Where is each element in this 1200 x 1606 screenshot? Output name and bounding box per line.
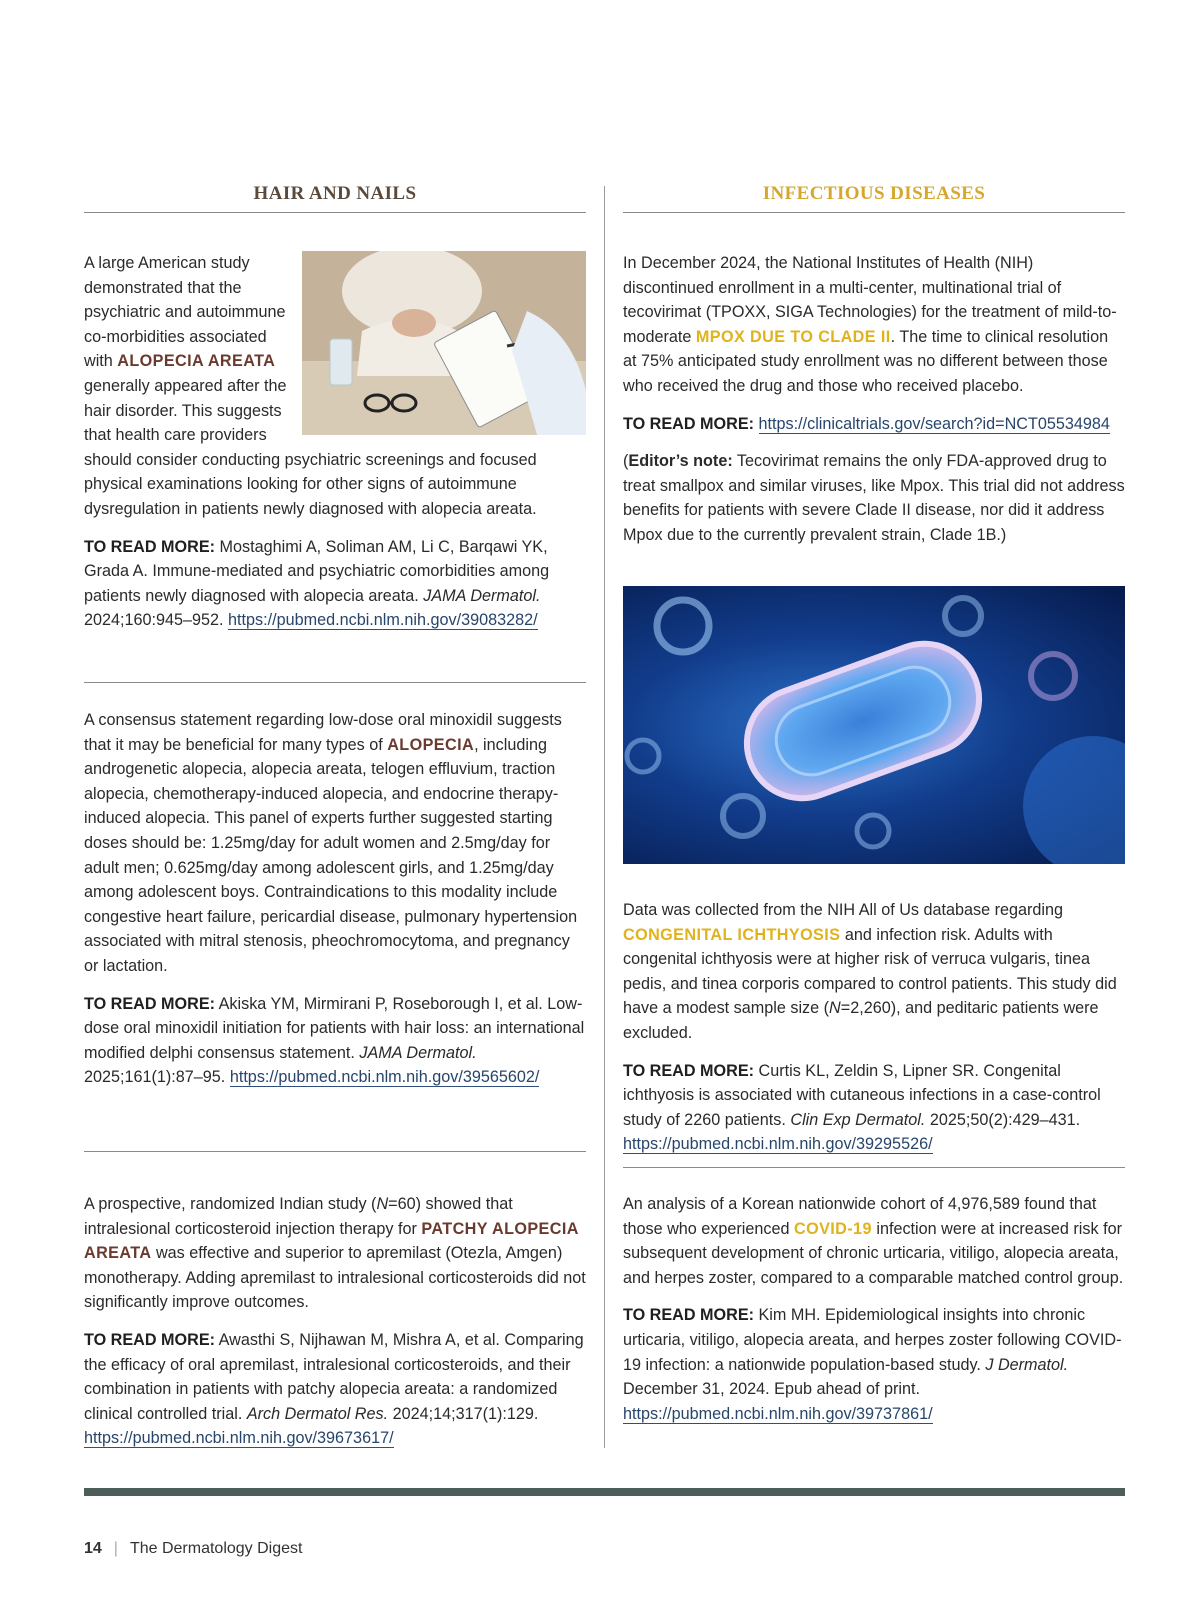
footer-separator: | xyxy=(113,1540,118,1557)
article-mpox-tecovirimat xyxy=(623,251,1125,548)
article-body: In December 2024, the National Institutes of Health (NIH) discontinued enrollment in a multi-center, multinational trial of tecovirimat (TPOXX, SIGA Technologies) for the treatment of mild-to-moderate MPOX DUE TO CLADE II. The time to clinical resolution at 75% anticipated study enrollment was no different between those who received the drug and those who received placebo. xyxy=(623,254,1117,395)
to-read-more-label: TO READ MORE: xyxy=(623,414,755,433)
reference-link[interactable]: https://clinicaltrials.gov/search?id=NCT05534984 xyxy=(758,414,1110,433)
virus-icon xyxy=(623,586,1125,864)
topic-highlight: PATCHY ALOPECIA AREATA xyxy=(84,1219,579,1263)
article-covid-19-skin-risk xyxy=(623,1192,1125,1426)
article-congenital-ichthyosis xyxy=(623,898,1125,1157)
publication-name: The Dermatology Digest xyxy=(129,1540,303,1557)
topic-highlight: MPOX DUE TO CLADE II xyxy=(695,327,891,346)
section-heading-hair-and-nails: HAIR AND NAILS xyxy=(84,180,586,213)
topic-highlight: ALOPECIA AREATA xyxy=(117,352,276,371)
reference-link[interactable]: https://pubmed.ncbi.nlm.nih.gov/39565602/ xyxy=(229,1068,540,1087)
article-body: A consensus statement regarding low-dose oral minoxidil suggests that it may be beneficial for many types of ALOPECIA, including androgenetic alopecia, alopecia areata, telogen effluvium, traction alopecia, chemotherapy-induced alopecia, and endocrine therapy-induced alopecia. This panel of experts further suggested starting doses should be: 1.25mg/day for adult women and 2.5mg/day for adult men; 0.625mg/day among adolescent girls, and 1.25mg/day among adolescent boys. Contraindications to this modality include congestive heart failure, pericardial disease, pulmonary hypertension associated with mitral stenosis, pheochromocytoma, and pregnancy or lactation. xyxy=(84,711,578,975)
to-read-more-label: TO READ MORE: xyxy=(84,1330,216,1349)
article-reference: TO READ MORE: Curtis KL, Zeldin S, Lipner SR. Congenital ichthyosis is associated with cutaneous infections in a case-control study of 2260 patients. Clin Exp Dermatol. 2025;50(2):429–431. https://pubmed.ncbi.nlm.nih.gov/39295526/ xyxy=(623,1061,1101,1154)
article-divider xyxy=(623,1167,1125,1168)
to-read-more-label: TO READ MORE: xyxy=(623,1061,755,1080)
to-read-more-label: TO READ MORE: xyxy=(84,994,216,1013)
reference-link[interactable]: https://pubmed.ncbi.nlm.nih.gov/39083282/ xyxy=(228,611,538,630)
clinic-photo xyxy=(302,251,586,435)
article-divider xyxy=(84,682,586,683)
to-read-more-label: TO READ MORE: xyxy=(84,537,216,556)
article-divider xyxy=(84,1151,586,1152)
article-reference: TO READ MORE: Kim MH. Epidemiological insights into chronic urticaria, vitiligo, alopecia areata, and herpes zoster following COVID-19 infection: a nationwide population-based study. J Dermatol. December 31, 2024. Epub ahead of print. https://pubmed.ncbi.nlm.nih.gov/39737861/ xyxy=(623,1306,1122,1423)
reference-link[interactable]: https://pubmed.ncbi.nlm.nih.gov/39673617/ xyxy=(84,1429,394,1448)
page-number: 14 xyxy=(84,1540,102,1557)
article-body: A large American study demonstrated that the psychiatric and autoimmune co-morbidities associated with ALOPECIA AREATA generally appeared after the hair disorder. This suggests that health care providers should consider conducting psychiatric screenings and focused physical examinations looking for other signs of autoimmune dysregulation in patients newly diagnosed with alopecia areata. xyxy=(84,254,537,518)
article-reference: TO READ MORE: Akiska YM, Mirmirani P, Roseborough I, et al. Low-dose oral minoxidil initiation for patients with hair loss: an international modified delphi consensus statement. JAMA Dermatol. 2025;161(1):87–95. https://pubmed.ncbi.nlm.nih.gov/39565602/ xyxy=(84,994,585,1087)
article-alopecia-areata-comorbidities xyxy=(84,251,586,633)
clinic-photo-illustration xyxy=(302,251,586,435)
reference-link[interactable]: https://pubmed.ncbi.nlm.nih.gov/39737861/ xyxy=(623,1404,933,1423)
reference-link[interactable]: https://pubmed.ncbi.nlm.nih.gov/39295526/ xyxy=(623,1135,933,1154)
topic-highlight: CONGENITAL ICHTHYOSIS xyxy=(623,925,841,944)
topic-highlight: ALOPECIA xyxy=(387,735,475,754)
article-body: Data was collected from the NIH All of Us database regarding CONGENITAL ICHTHYOSIS and infection risk. Adults with congenital ichthyosis were at higher risk of verruca vulgaris, tinea pedis, and tinea corporis compared to control patients. This study did have a modest sample size (N=2,260), and peditaric patients were excluded. xyxy=(623,901,1117,1042)
article-reference: TO READ MORE: Mostaghimi A, Soliman AM, Li C, Barqawi YK, Grada A. Immune-mediated and psychiatric comorbidities among patients newly diagnosed with alopecia areata. JAMA Dermatol. 2024;160:945–952. https://pubmed.ncbi.nlm.nih.gov/39083282/ xyxy=(84,537,550,630)
article-oral-minoxidil xyxy=(84,708,586,1090)
virus-illustration xyxy=(623,586,1125,864)
to-read-more-label: TO READ MORE: xyxy=(623,1306,755,1325)
article-patchy-alopecia-areata xyxy=(84,1192,586,1451)
footer-bar xyxy=(84,1488,1125,1496)
article-reference xyxy=(623,412,1125,437)
topic-highlight: COVID-19 xyxy=(793,1219,872,1238)
left-column xyxy=(84,180,586,1448)
article-reference: TO READ MORE: Awasthi S, Nijhawan M, Mishra A, et al. Comparing the efficacy of oral apremilast, intralesional corticosteroids, and their combination in patients with patchy alopecia areata: a randomized clinical controlled trial. Arch Dermatol Res. 2024;14;317(1):129. https://pubmed.ncbi.nlm.nih.gov/39673617/ xyxy=(84,1330,584,1448)
column-divider xyxy=(604,186,605,1448)
article-body: An analysis of a Korean nationwide cohort of 4,976,589 found that those who experienced COVID-19 infection were at increased risk for subsequent development of chronic urticaria, vitiligo, alopecia areata, and herpes zoster, compared to a comparable matched control group. xyxy=(623,1195,1124,1287)
article-body: A prospective, randomized Indian study (N=60) showed that intralesional corticosteroid injection therapy for PATCHY ALOPECIA AREATA was effective and superior to apremilast (Otezla, Amgen) monotherapy. Adding apremilast to intralesional corticosteroids did not significantly improve outcomes. xyxy=(84,1195,586,1312)
right-column xyxy=(623,180,1125,1423)
page-footer xyxy=(84,1540,302,1558)
section-heading-infectious-diseases: INFECTIOUS DISEASES xyxy=(623,180,1125,213)
editors-note: (Editor’s note: Tecovirimat remains the only FDA-approved drug to treat smallpox and similar viruses, like Mpox. This trial did not address benefits for patients with severe Clade II disease, nor did it address Mpox due to the currently prevalent strain, Clade 1B.) xyxy=(623,452,1125,544)
